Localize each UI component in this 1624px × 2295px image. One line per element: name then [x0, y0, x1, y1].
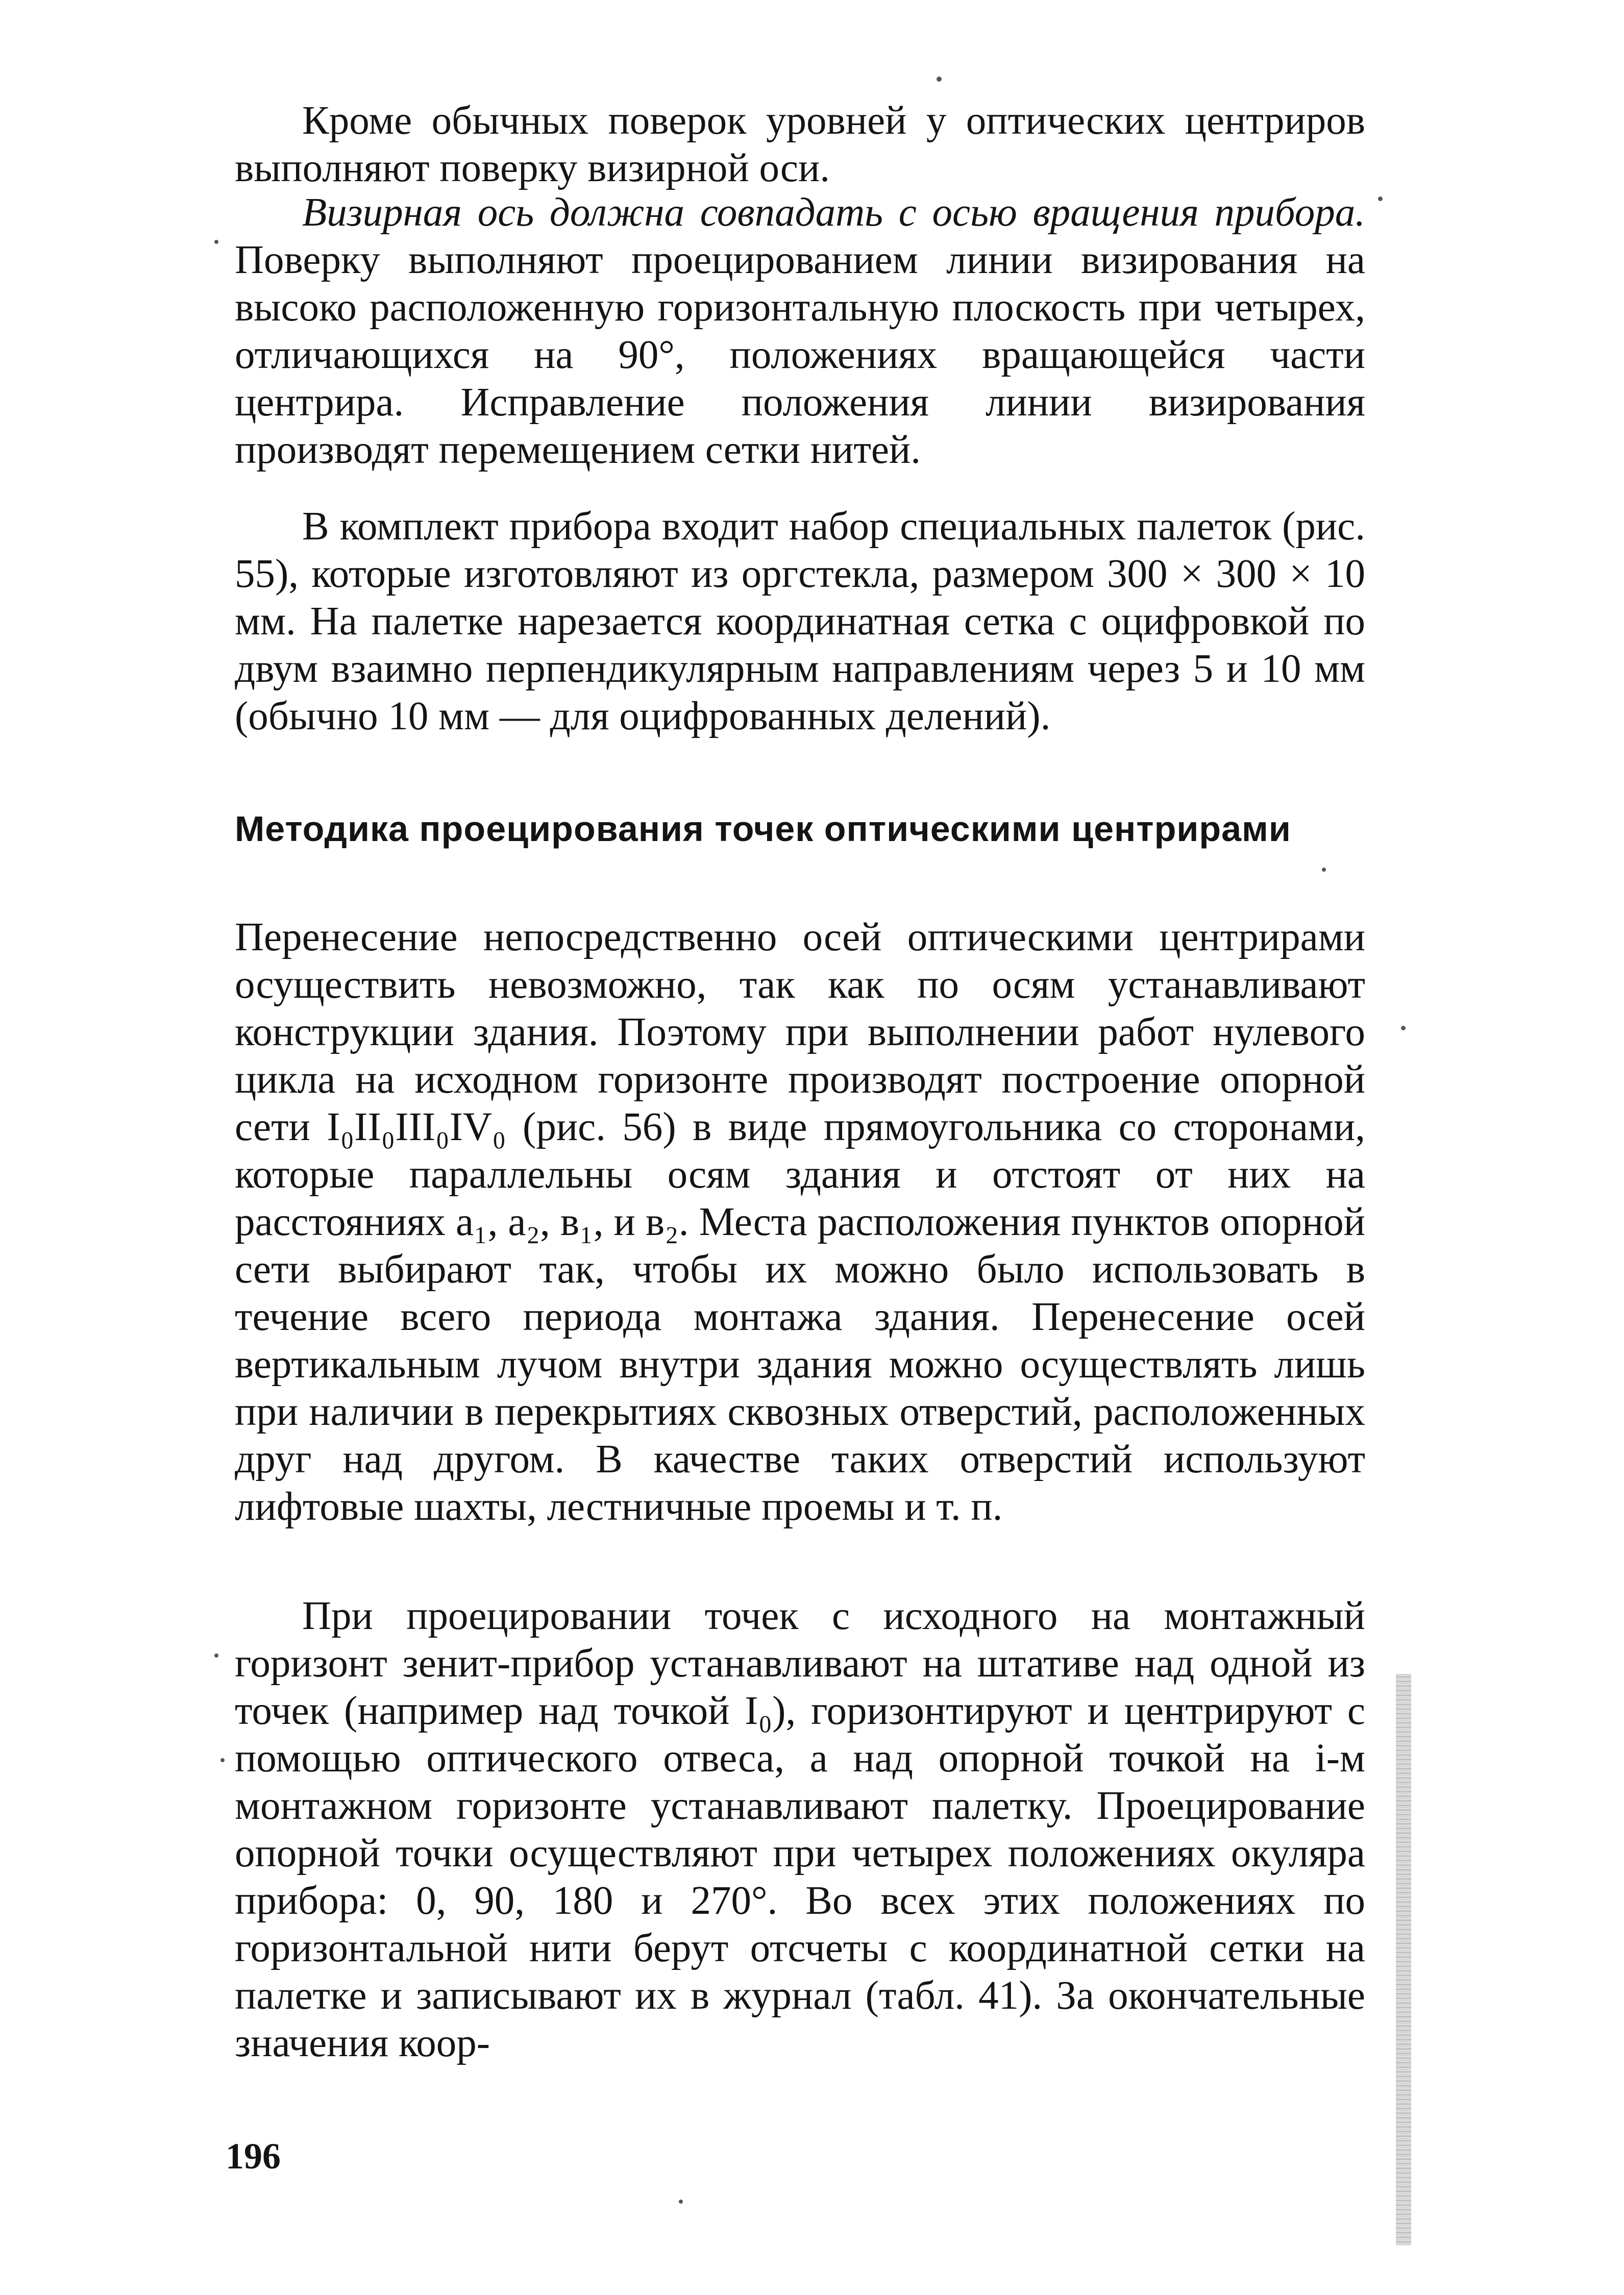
- scan-speck: [937, 77, 942, 82]
- paragraph-3-text: В комплект прибора входит набор специальных палеток (рис. 55), которые изготовляют из оргстекла, размером 300 × 300 × 10 мм. На палетке нарезается координатная сетка с оцифровкой по двум взаимно перпендикулярным направлениям через 5 и 10 мм (обычно 10 мм — для оцифрованных делений).: [235, 504, 1365, 738]
- paragraph-2-body: Поверку выполняют проецированием линии визирования на высоко расположенную горизонтальную плоскость при четырех, отличающихся на 90°, положениях вращающейся части центрира. Исправление положения линии визирования производят перемещением сетки нитей.: [235, 238, 1365, 472]
- section-heading: Методика проецирования точек оптическими центрирами: [235, 809, 1291, 849]
- scan-speck: [214, 240, 218, 244]
- paragraph-6: [235, 1592, 1365, 2067]
- paragraph-3: [235, 503, 1365, 740]
- scan-speck: [1378, 196, 1383, 201]
- paragraph-6-text: При проецировании точек с исходного на монтажный горизонт зенит-прибор устанавливают на штативе над одной из точек (например над точкой I₀), горизонтируют и центрируют с помощью оптического отвеса, а над опорной точкой на i-м монтажном горизонте устанавливают палетку. Проецирование опорной точки осуществляют при четырех положениях окуляра прибора: 0, 90, 180 и 270°. Во всех этих положениях по горизонтальной нити берут отсчеты с координатной сетки на палетке и записывают их в журнал (табл. 41). За окончательные значения коор-: [235, 1594, 1365, 2065]
- page-number: 196: [226, 2136, 281, 2177]
- paragraph-1-text: Кроме обычных поверок уровней у оптических центриров выполняют поверку визирной оси.: [235, 98, 1365, 190]
- scan-speck: [220, 1758, 225, 1762]
- paragraph-2-text: [235, 189, 1365, 474]
- scan-edge-artifact: [1396, 1674, 1411, 2245]
- paragraph-5: [235, 914, 1365, 1531]
- paragraph-2-italic-lead: Визирная ось должна совпадать с осью вращения прибора.: [302, 190, 1365, 235]
- scan-speck: [1322, 868, 1326, 872]
- paragraph-2: [235, 189, 1365, 474]
- scan-speck: [679, 2200, 683, 2204]
- paragraph-1: [235, 97, 1365, 192]
- scan-speck: [214, 1654, 218, 1658]
- scan-speck: [1401, 1026, 1406, 1030]
- paragraph-5-text: Перенесение непосредственно осей оптическими центрирами осуществить невозможно, так как по осям устанавливают конструкции здания. Поэтому при выполнении работ нулевого цикла на исходном горизонте производят построение опорной сети I₀II₀III₀IV₀ (рис. 56) в виде прямоугольника со сторонами, которые параллельны осям здания и отстоят от них на расстояниях a₁, a₂, в₁, и в₂. Места расположения пунктов опорной сети выбирают так, чтобы их можно было использовать в течение всего периода монтажа здания. Перенесение осей вертикальным лучом внутри здания можно осуществлять лишь при наличии в перекрытиях сквозных отверстий, расположенных друг над другом. В качестве таких отверстий используют лифтовые шахты, лестничные проемы и т. п.: [235, 915, 1365, 1529]
